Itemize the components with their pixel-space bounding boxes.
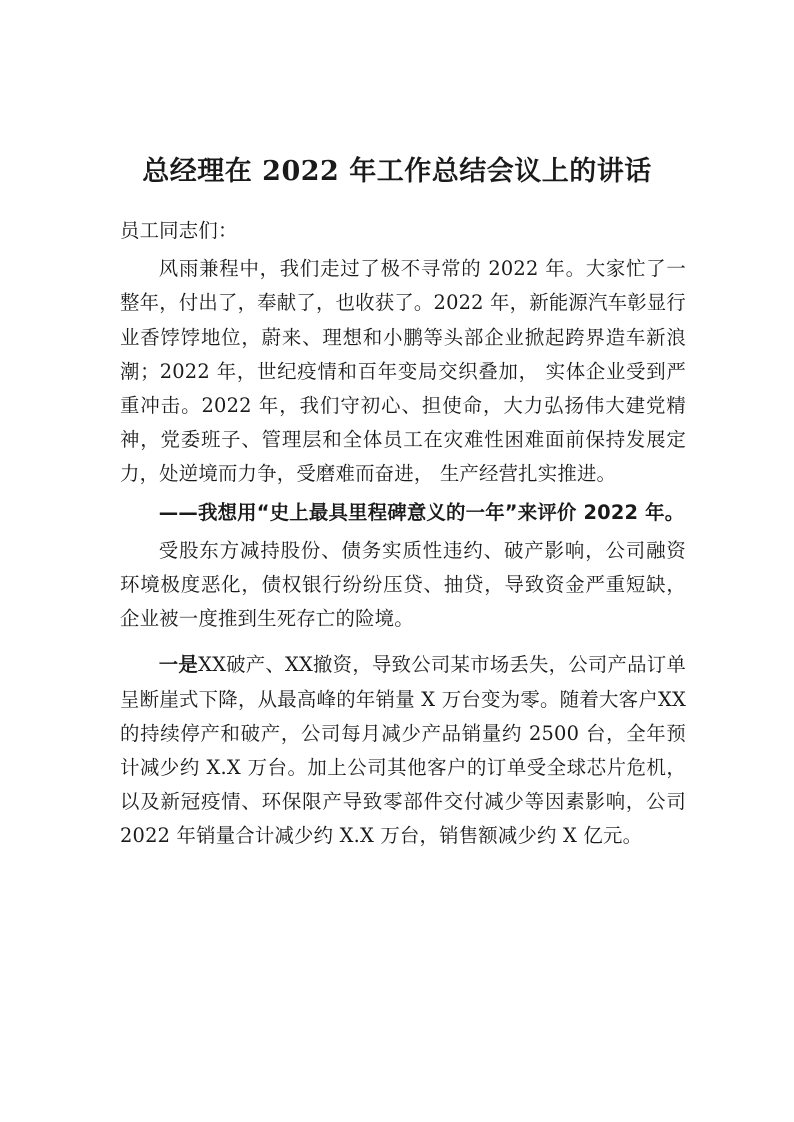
highlight-statement: ——我想用“史上最具里程碑意义的一年”来评价 2022 年。 [158,500,685,524]
salutation: 员工同志们： [120,219,238,242]
point-one-lead: 一是 [158,653,199,677]
document-title: 总经理在 2022 年工作总结会议上的讲话 [142,156,652,188]
paragraph-financing: 受股东方减持股份、债务实质性违约、破产影响，公司融资环境极度恶化，债权银行纷纷压贷、抽贷，导致资金严重短缺，企业被一度推到生死存亡的险境。 [120,538,686,631]
paragraph-point-one [120,648,686,853]
document-body [120,214,686,854]
point-one-text: XX破产、XX撤资，导致公司某市场丢失，公司产品订单呈断崖式下降，从最高峰的年销量 X 万台变为零。随着大客户XX的持续停产和破产，公司每月减少产品销量约 2500 台，全年预计减少约 X.X 万台。加上公司其他客户的订单受全球芯片危机，以及新冠疫情、环保限产导致零部件交付减少等因素影响，公司 2022 年销量合计减少约 X.X 万台，销售额减少约 X 亿元。 [120,653,686,848]
paragraph-opening: 风雨兼程中，我们走过了极不寻常的 2022 年。大家忙了一整年，付出了，奉献了，也收获了。2022 年，新能源汽车彰显行业香饽饽地位，蔚来、理想和小鹏等头部企业掀起跨界造车新浪潮；2022 年，世纪疫情和百年变局交织叠加， 实体企业受到严重冲击。2022 年，我们守初心、担使命，大力弘扬伟大建党精神，党委班子、管理层和全体员工在灾难性困难面前保持发展定力，处逆境而力争，受磨难而奋进， 生产经营扎实推进。 [120,257,686,486]
